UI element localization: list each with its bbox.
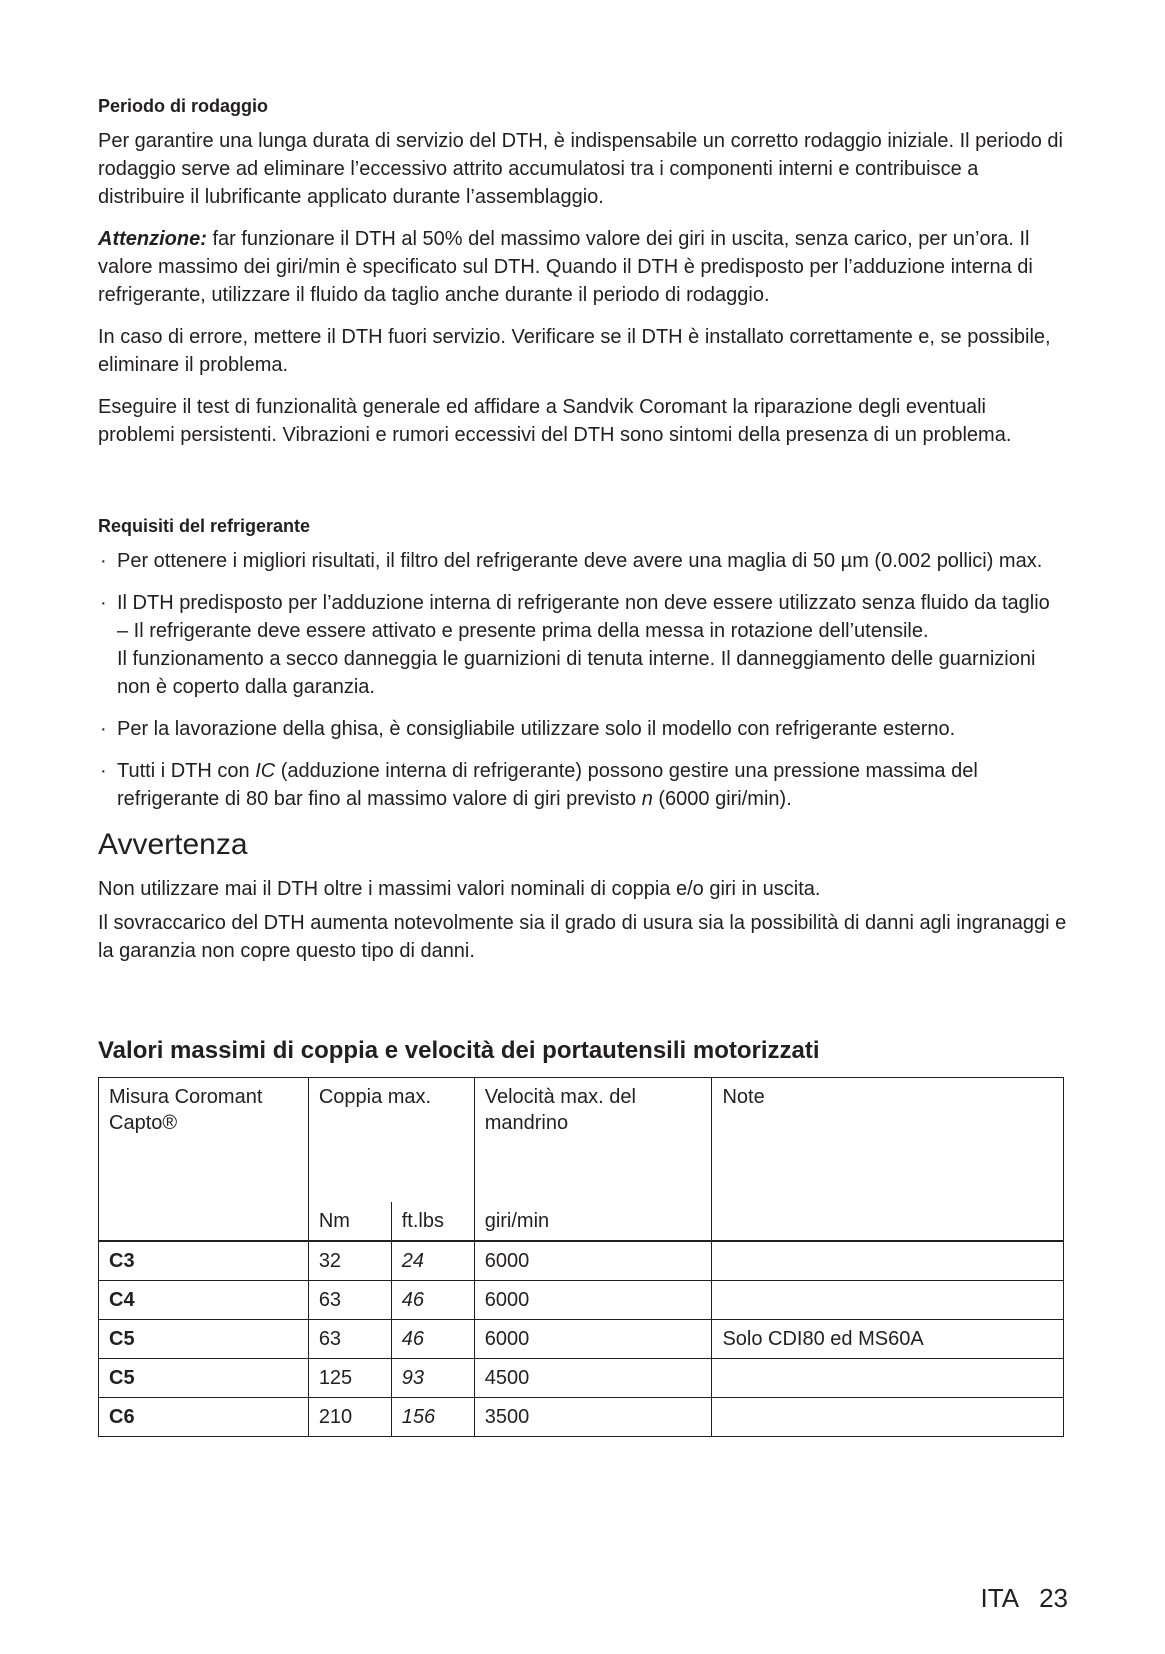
bullet-icon: ·: [100, 592, 107, 614]
attention-label: Attenzione:: [98, 228, 207, 250]
section-heading-coolant: Requisiti del refrigerante: [98, 516, 311, 536]
warning-paragraph-1: Non utilizzare mai il DTH oltre i massimi valori nominali di coppia e/o giri in uscita.: [98, 878, 821, 900]
run-in-paragraph-2: [98, 225, 1068, 309]
run-in-paragraph-4: Eseguire il test di funzionalità generale ed affidare a Sandvik Coromant la riparazione degli eventuali problemi persistenti. Vibrazioni e rumori eccessivi del DTH sono sintomi della presenza di un problema.: [98, 396, 1012, 446]
attention-text: far funzionare il DTH al 50% del massimo valore dei giri in uscita, senza carico, per un’ora. Il valore massimo dei giri/min è specificato sul DTH. Quando il DTH è predisposto per l’adduzione interna di refrigerante, utilizzare il fluido da taglio anche durante il periodo di rodaggio.: [98, 228, 1033, 306]
page-number: 23: [1039, 1583, 1068, 1613]
bullet-icon: ·: [100, 760, 107, 782]
document-page: [98, 93, 1068, 1437]
table-unit-nm: Nm: [308, 1202, 391, 1241]
section-heading-run-in: Periodo di rodaggio: [98, 96, 268, 116]
table-row: C6 210 156 3500: [99, 1398, 1064, 1437]
page-footer: [961, 1582, 1068, 1614]
list-item: · Tutti i DTH con IC (adduzione interna di refrigerante) possono gestire una pressione massima del refrigerante di 80 bar fino al massimo valore di giri previsto n (6000 giri/min).: [98, 757, 1068, 813]
language-code: ITA: [980, 1583, 1020, 1613]
table-unit-ftlbs: ft.lbs: [391, 1202, 474, 1241]
table-header-speed: Velocità max. del mandrino: [474, 1078, 712, 1203]
warning-heading: Avvertenza: [98, 828, 248, 861]
warning-paragraph-2: Il sovraccarico del DTH aumenta notevolmente sia il grado di usura sia la possibilità di danni agli ingranaggi e la garanzia non copre questo tipo di danni.: [98, 912, 1067, 962]
table-row: C5 125 93 4500: [99, 1359, 1064, 1398]
table-row: C4 63 46 6000: [99, 1281, 1064, 1320]
torque-speed-table: [98, 1077, 1064, 1437]
coolant-requirements-list: [98, 547, 1068, 813]
table-header-note: Note: [712, 1078, 1064, 1203]
table-row: C3 32 24 6000: [99, 1241, 1064, 1281]
table-header-torque: Coppia max.: [308, 1078, 474, 1203]
bullet-icon: ·: [100, 550, 107, 572]
list-item: · Per ottenere i migliori risultati, il filtro del refrigerante deve avere una maglia di 50 µm (0.002 pollici) max.: [98, 547, 1068, 575]
list-item: · Il DTH predisposto per l’adduzione interna di refrigerante non deve essere utilizzato senza fluido da taglio – Il refrigerante deve essere attivato e presente prima della messa in rotazione dell’utensile. Il funzionamento a secco danneggia le guarnizioni di tenuta interne. Il danneggiamento delle guarnizioni non è coperto dalla garanzia.: [98, 589, 1068, 701]
table-unit-rpm: giri/min: [474, 1202, 712, 1241]
run-in-paragraph-1: Per garantire una lunga durata di servizio del DTH, è indispensabile un corretto rodaggio iniziale. Il periodo di rodaggio serve ad eliminare l’eccessivo attrito accumulatosi tra i componenti interni e contribuisce a distribuire il lubrificante applicato durante l’assemblaggio.: [98, 130, 1063, 208]
list-item: · Per la lavorazione della ghisa, è consigliabile utilizzare solo il modello con refrigerante esterno.: [98, 715, 1068, 743]
run-in-paragraph-3: In caso di errore, mettere il DTH fuori servizio. Verificare se il DTH è installato correttamente e, se possibile, eliminare il problema.: [98, 326, 1051, 376]
table-title: Valori massimi di coppia e velocità dei portautensili motorizzati: [98, 1037, 820, 1064]
table-header-size: Misura Coromant Capto®: [99, 1078, 309, 1203]
bullet-icon: ·: [100, 718, 107, 740]
table-row: C5 63 46 6000 Solo CDI80 ed MS60A: [99, 1320, 1064, 1359]
